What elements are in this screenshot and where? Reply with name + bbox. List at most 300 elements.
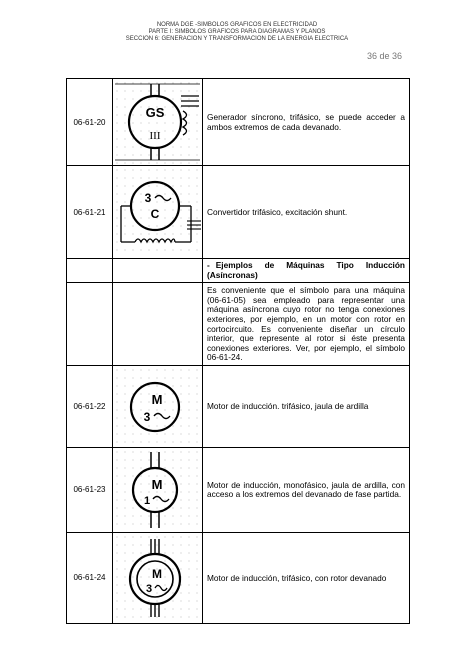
motor-label: M bbox=[151, 476, 163, 492]
grid-dot bbox=[189, 592, 190, 593]
grid-dot bbox=[189, 393, 190, 394]
grid-dot bbox=[173, 507, 174, 508]
grid-dot bbox=[165, 91, 166, 92]
grid-dot bbox=[189, 425, 190, 426]
grid-dot bbox=[149, 608, 150, 609]
grid-dot bbox=[141, 584, 142, 585]
grid-dot bbox=[133, 560, 134, 561]
motor-label: M bbox=[151, 391, 163, 407]
grid-dot bbox=[125, 417, 126, 418]
grid-dot bbox=[189, 210, 190, 211]
phase-count: 3 bbox=[145, 582, 153, 595]
grid-dot bbox=[197, 592, 198, 593]
grid-dot bbox=[173, 401, 174, 402]
grid-dot bbox=[125, 210, 126, 211]
grid-dot bbox=[197, 170, 198, 171]
grid-dot bbox=[189, 568, 190, 569]
grid-dot bbox=[189, 83, 190, 84]
grid-dot bbox=[133, 409, 134, 410]
grid-dot bbox=[157, 83, 158, 84]
grid-dot bbox=[197, 544, 198, 545]
grid-dot bbox=[173, 491, 174, 492]
grid-dot bbox=[133, 451, 134, 452]
grid-dot bbox=[181, 592, 182, 593]
grid-dot bbox=[189, 515, 190, 516]
grid-dot bbox=[133, 600, 134, 601]
grid-dot bbox=[197, 536, 198, 537]
grid-dot bbox=[133, 163, 134, 164]
grid-dot bbox=[181, 369, 182, 370]
grid-dot bbox=[141, 515, 142, 516]
grid-dot bbox=[125, 544, 126, 545]
grid-dot bbox=[181, 425, 182, 426]
grid-dot bbox=[125, 552, 126, 553]
grid-dot bbox=[133, 369, 134, 370]
grid-dot bbox=[117, 592, 118, 593]
grid-dot bbox=[125, 401, 126, 402]
grid-dot bbox=[197, 483, 198, 484]
grid-dot bbox=[141, 250, 142, 251]
grid-dot bbox=[125, 523, 126, 524]
grid-dot bbox=[181, 131, 182, 132]
grid-dot bbox=[197, 91, 198, 92]
grid-dot bbox=[173, 385, 174, 386]
grid-dot bbox=[125, 560, 126, 561]
grid-dot bbox=[141, 91, 142, 92]
grid-dot bbox=[125, 536, 126, 537]
grid-dot bbox=[165, 560, 166, 561]
grid-dot bbox=[141, 536, 142, 537]
grid-dot bbox=[149, 491, 150, 492]
grid-dot bbox=[117, 608, 118, 609]
grid-dot bbox=[149, 155, 150, 156]
grid-dot bbox=[141, 377, 142, 378]
grid-dot bbox=[181, 401, 182, 402]
grid-dot bbox=[133, 459, 134, 460]
grid-dot bbox=[157, 608, 158, 609]
grid-dot bbox=[189, 584, 190, 585]
grid-dot bbox=[197, 425, 198, 426]
grid-dot bbox=[133, 393, 134, 394]
grid-dot bbox=[157, 155, 158, 156]
grid-dot bbox=[189, 536, 190, 537]
grid-dot bbox=[173, 202, 174, 203]
grid-dot bbox=[165, 202, 166, 203]
grid-dot bbox=[117, 491, 118, 492]
grid-dot bbox=[173, 592, 174, 593]
grid-dot bbox=[173, 226, 174, 227]
grid-dot bbox=[117, 483, 118, 484]
grid-dot bbox=[117, 147, 118, 148]
grid-dot bbox=[157, 592, 158, 593]
grid-dot bbox=[117, 544, 118, 545]
grid-dot bbox=[173, 178, 174, 179]
table-row bbox=[67, 365, 410, 447]
grid-dot bbox=[181, 194, 182, 195]
grid-dot bbox=[165, 377, 166, 378]
grid-dot bbox=[181, 441, 182, 442]
grid-dot bbox=[149, 170, 150, 171]
grid-dot bbox=[197, 218, 198, 219]
grid-dot bbox=[165, 155, 166, 156]
grid-dot bbox=[165, 131, 166, 132]
grid-dot bbox=[197, 385, 198, 386]
grid-dot bbox=[165, 536, 166, 537]
grid-dot bbox=[173, 186, 174, 187]
note-text: Es conveniente que el símbolo para una máquina (06-61-05) sea empleado para representar una máquina asíncrona cuyo rotor no tenga conexiones exteriores, por ejemplo, en un motor con rotor en cortocircuito. Es conveniente diseñar un círculo interior, que represente al rotor si éste presenta conexiones exteriores. Ver, por ejemplo, el símbolo 06-61-24. bbox=[203, 283, 410, 366]
grid-dot bbox=[165, 433, 166, 434]
section-title bbox=[203, 259, 410, 283]
grid-dot bbox=[149, 536, 150, 537]
grid-dot bbox=[117, 576, 118, 577]
grid-dot bbox=[125, 91, 126, 92]
grid-dot bbox=[117, 499, 118, 500]
grid-dot bbox=[149, 475, 150, 476]
grid-dot bbox=[173, 123, 174, 124]
grid-dot bbox=[149, 218, 150, 219]
grid-dot bbox=[141, 576, 142, 577]
grid-dot bbox=[165, 499, 166, 500]
grid-dot bbox=[149, 568, 150, 569]
grid-dot bbox=[117, 536, 118, 537]
grid-dot bbox=[197, 163, 198, 164]
grid-dot bbox=[125, 226, 126, 227]
symbol-cell bbox=[113, 259, 203, 283]
grid-dot bbox=[181, 107, 182, 108]
grid-dot bbox=[181, 147, 182, 148]
grid-dot bbox=[133, 576, 134, 577]
grid-dot bbox=[165, 163, 166, 164]
grid-dot bbox=[189, 155, 190, 156]
grid-dot bbox=[141, 467, 142, 468]
grid-dot bbox=[189, 147, 190, 148]
grid-dot bbox=[125, 170, 126, 171]
grid-dot bbox=[125, 107, 126, 108]
grid-dot bbox=[197, 202, 198, 203]
table-row bbox=[67, 447, 410, 532]
grid-dot bbox=[133, 210, 134, 211]
grid-dot bbox=[133, 507, 134, 508]
grid-dot bbox=[181, 139, 182, 140]
grid-dot bbox=[133, 584, 134, 585]
grid-dot bbox=[133, 234, 134, 235]
grid-dot bbox=[165, 544, 166, 545]
grid-dot bbox=[181, 393, 182, 394]
grid-dot bbox=[117, 401, 118, 402]
grid-dot bbox=[189, 560, 190, 561]
grid-dot bbox=[149, 515, 150, 516]
grid-dot bbox=[149, 576, 150, 577]
grid-dot bbox=[181, 226, 182, 227]
grid-dot bbox=[133, 91, 134, 92]
grid-dot bbox=[141, 393, 142, 394]
grid-dot bbox=[149, 433, 150, 434]
grid-dot bbox=[125, 147, 126, 148]
grid-dot bbox=[125, 377, 126, 378]
grid-dot bbox=[189, 178, 190, 179]
grid-dot bbox=[141, 147, 142, 148]
grid-dot bbox=[157, 417, 158, 418]
grid-dot bbox=[165, 210, 166, 211]
grid-dot bbox=[181, 499, 182, 500]
grid-dot bbox=[197, 433, 198, 434]
grid-dot bbox=[173, 544, 174, 545]
grid-dot bbox=[117, 600, 118, 601]
grid-dot bbox=[149, 459, 150, 460]
grid-dot bbox=[181, 99, 182, 100]
grid-dot bbox=[117, 107, 118, 108]
grid-dot bbox=[181, 600, 182, 601]
grid-dot bbox=[173, 459, 174, 460]
grid-dot bbox=[197, 377, 198, 378]
grid-dot bbox=[181, 451, 182, 452]
grid-dot bbox=[165, 608, 166, 609]
symbol-description: Motor de inducción, trifásico, con rotor devanado bbox=[203, 532, 410, 623]
grid-dot bbox=[125, 459, 126, 460]
grid-dot bbox=[133, 523, 134, 524]
grid-dot bbox=[157, 536, 158, 537]
grid-dot bbox=[165, 186, 166, 187]
grid-dot bbox=[157, 451, 158, 452]
grid-dot bbox=[189, 226, 190, 227]
grid-dot bbox=[141, 459, 142, 460]
grid-dot bbox=[149, 186, 150, 187]
symbol-cell bbox=[113, 79, 203, 166]
grid-dot bbox=[197, 560, 198, 561]
grid-dot bbox=[181, 459, 182, 460]
grid-dot bbox=[165, 467, 166, 468]
grid-dot bbox=[181, 433, 182, 434]
grid-dot bbox=[181, 234, 182, 235]
grid-dot bbox=[133, 131, 134, 132]
grid-dot bbox=[149, 552, 150, 553]
grid-dot bbox=[197, 99, 198, 100]
grid-dot bbox=[133, 515, 134, 516]
grid-dot bbox=[149, 451, 150, 452]
grid-dot bbox=[181, 491, 182, 492]
grid-dot bbox=[149, 163, 150, 164]
grid-dot bbox=[197, 155, 198, 156]
grid-dot bbox=[133, 83, 134, 84]
grid-dot bbox=[157, 202, 158, 203]
grid-dot bbox=[117, 115, 118, 116]
grid-dot bbox=[181, 584, 182, 585]
grid-dot bbox=[141, 433, 142, 434]
grid-dot bbox=[149, 369, 150, 370]
grid-dot bbox=[149, 377, 150, 378]
grid-dot bbox=[157, 409, 158, 410]
grid-dot bbox=[117, 234, 118, 235]
grid-dot bbox=[165, 194, 166, 195]
grid-dot bbox=[173, 83, 174, 84]
grid-dot bbox=[181, 608, 182, 609]
grid-dot bbox=[125, 99, 126, 100]
grid-dot bbox=[189, 475, 190, 476]
grid-dot bbox=[181, 523, 182, 524]
grid-dot bbox=[125, 515, 126, 516]
grid-dot bbox=[173, 107, 174, 108]
symbol-cell bbox=[113, 166, 203, 259]
grid-dot bbox=[149, 123, 150, 124]
grid-dot bbox=[165, 393, 166, 394]
grid-dot bbox=[189, 451, 190, 452]
grid-dot bbox=[133, 123, 134, 124]
grid-dot bbox=[117, 433, 118, 434]
grid-dot bbox=[141, 483, 142, 484]
grid-dot bbox=[117, 178, 118, 179]
grid-dot bbox=[181, 409, 182, 410]
grid-dot bbox=[125, 385, 126, 386]
grid-dot bbox=[181, 250, 182, 251]
grid-dot bbox=[181, 377, 182, 378]
grid-dot bbox=[197, 139, 198, 140]
grid-dot bbox=[117, 515, 118, 516]
grid-dot bbox=[173, 377, 174, 378]
grid-dot bbox=[173, 600, 174, 601]
grid-dot bbox=[181, 568, 182, 569]
grid-dot bbox=[117, 417, 118, 418]
grid-dot bbox=[197, 568, 198, 569]
grid-dot bbox=[125, 178, 126, 179]
grid-dot bbox=[141, 194, 142, 195]
motor-label: M bbox=[152, 566, 162, 581]
grid-dot bbox=[149, 441, 150, 442]
grid-dot bbox=[125, 433, 126, 434]
grid-dot bbox=[165, 475, 166, 476]
grid-dot bbox=[125, 218, 126, 219]
grid-dot bbox=[189, 552, 190, 553]
grid-dot bbox=[165, 584, 166, 585]
grid-dot bbox=[189, 467, 190, 468]
grid-dot bbox=[165, 115, 166, 116]
grid-dot bbox=[173, 170, 174, 171]
grid-dot bbox=[125, 234, 126, 235]
grid-dot bbox=[149, 242, 150, 243]
grid-dot bbox=[125, 491, 126, 492]
grid-dot bbox=[189, 600, 190, 601]
grid-dot bbox=[133, 467, 134, 468]
grid-dot bbox=[197, 369, 198, 370]
grid-dot bbox=[181, 467, 182, 468]
grid-dot bbox=[157, 507, 158, 508]
induction-motor-icon bbox=[113, 366, 202, 447]
grid-dot bbox=[117, 393, 118, 394]
grid-dot bbox=[125, 451, 126, 452]
grid-dot bbox=[157, 99, 158, 100]
grid-dot bbox=[141, 451, 142, 452]
grid-dot bbox=[165, 409, 166, 410]
grid-dot bbox=[141, 409, 142, 410]
grid-dot bbox=[165, 451, 166, 452]
grid-dot bbox=[117, 163, 118, 164]
grid-dot bbox=[117, 242, 118, 243]
grid-dot bbox=[189, 377, 190, 378]
grid-dot bbox=[197, 83, 198, 84]
grid-dot bbox=[197, 131, 198, 132]
grid-dot bbox=[117, 616, 118, 617]
grid-dot bbox=[117, 560, 118, 561]
grid-dot bbox=[133, 186, 134, 187]
generator-label: GS bbox=[145, 105, 165, 120]
grid-dot bbox=[141, 131, 142, 132]
symbol-description: Generador síncrono, trifásico, se puede acceder a ambos extremos de cada devanado. bbox=[203, 79, 410, 166]
grid-dot bbox=[197, 210, 198, 211]
grid-dot bbox=[165, 170, 166, 171]
grid-dot bbox=[197, 226, 198, 227]
grid-dot bbox=[165, 83, 166, 84]
grid-dot bbox=[189, 459, 190, 460]
grid-dot bbox=[157, 459, 158, 460]
grid-dot bbox=[173, 417, 174, 418]
grid-dot bbox=[165, 178, 166, 179]
grid-dot bbox=[173, 250, 174, 251]
grid-dot bbox=[189, 369, 190, 370]
grid-dot bbox=[157, 544, 158, 545]
grid-dot bbox=[117, 425, 118, 426]
symbol-code: 06-61-21 bbox=[67, 166, 113, 259]
grid-dot bbox=[117, 155, 118, 156]
grid-dot bbox=[197, 475, 198, 476]
grid-dot bbox=[125, 600, 126, 601]
grid-dot bbox=[125, 163, 126, 164]
table-row bbox=[67, 166, 410, 259]
grid-dot bbox=[189, 409, 190, 410]
grid-dot bbox=[165, 139, 166, 140]
grid-dot bbox=[141, 163, 142, 164]
phase-count: 3 bbox=[144, 191, 152, 205]
grid-dot bbox=[189, 616, 190, 617]
grid-dot bbox=[165, 568, 166, 569]
grid-dot bbox=[197, 608, 198, 609]
grid-dot bbox=[141, 475, 142, 476]
grid-dot bbox=[133, 377, 134, 378]
table-row bbox=[67, 79, 410, 166]
grid-dot bbox=[149, 401, 150, 402]
grid-dot bbox=[149, 616, 150, 617]
grid-dot bbox=[173, 515, 174, 516]
grid-dot bbox=[117, 568, 118, 569]
grid-dot bbox=[197, 552, 198, 553]
section-dash: - bbox=[207, 260, 210, 270]
grid-dot bbox=[125, 115, 126, 116]
grid-dot bbox=[125, 123, 126, 124]
grid-dot bbox=[173, 409, 174, 410]
grid-dot bbox=[197, 584, 198, 585]
grid-dot bbox=[189, 499, 190, 500]
grid-dot bbox=[189, 507, 190, 508]
grid-dot bbox=[117, 459, 118, 460]
grid-dot bbox=[165, 234, 166, 235]
grid-dot bbox=[165, 123, 166, 124]
grid-dot bbox=[189, 250, 190, 251]
grid-dot bbox=[133, 155, 134, 156]
grid-dot bbox=[141, 155, 142, 156]
symbol-code bbox=[67, 259, 113, 283]
grid-dot bbox=[149, 83, 150, 84]
grid-dot bbox=[173, 433, 174, 434]
grid-dot bbox=[181, 202, 182, 203]
grid-dot bbox=[141, 441, 142, 442]
symbol-code bbox=[67, 283, 113, 366]
symbol-cell bbox=[113, 447, 203, 532]
grid-dot bbox=[197, 409, 198, 410]
grid-dot bbox=[157, 499, 158, 500]
grid-dot bbox=[189, 544, 190, 545]
grid-dot bbox=[133, 425, 134, 426]
grid-dot bbox=[173, 441, 174, 442]
section-title-text: Ejemplos de Máquinas Tipo Inducción (Asíncronas) bbox=[207, 260, 405, 280]
grid-dot bbox=[141, 218, 142, 219]
